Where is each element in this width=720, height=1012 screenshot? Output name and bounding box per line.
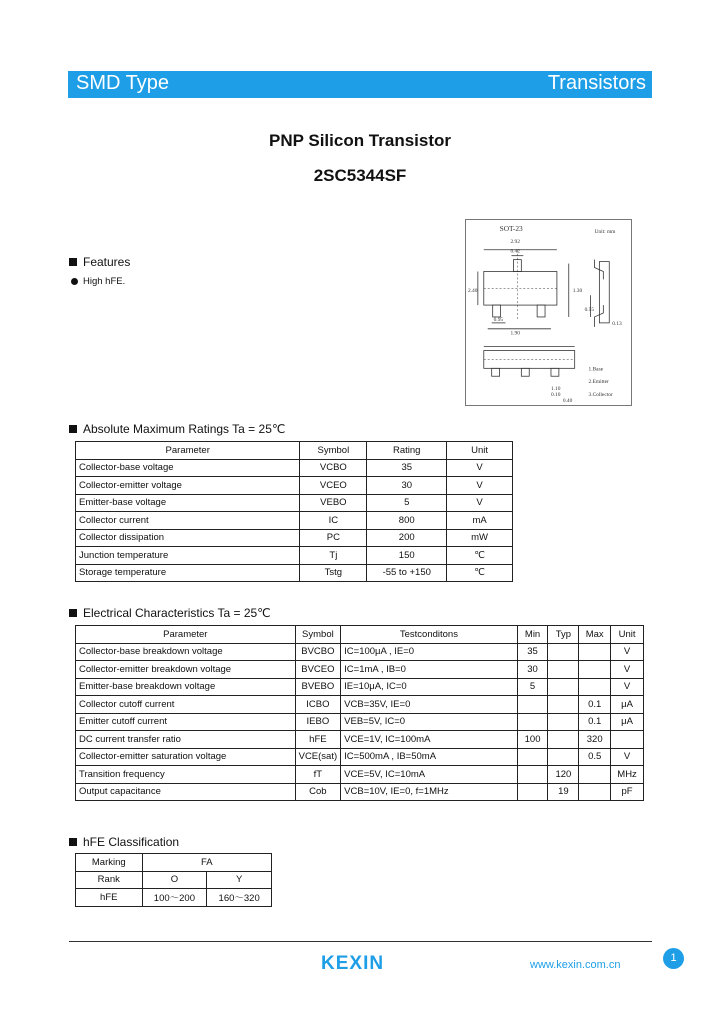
elec-row bbox=[76, 643, 644, 661]
elec-cell: IEBO bbox=[295, 713, 341, 731]
abs-max-heading-text: Absolute Maximum Ratings Ta = 25℃ bbox=[83, 422, 286, 436]
elec-cell: Emitter cutoff current bbox=[76, 713, 296, 731]
elec-cell: fT bbox=[295, 766, 341, 784]
elec-column-header: Min bbox=[517, 626, 548, 644]
elec-cell: Collector-emitter breakdown voltage bbox=[76, 661, 296, 679]
dim-10: 0.40 bbox=[562, 397, 573, 404]
footer-rule bbox=[69, 941, 652, 942]
abs-max-cell: V bbox=[447, 477, 513, 495]
package-unit: Unit: mm bbox=[594, 228, 616, 235]
elec-column-header: Unit bbox=[611, 626, 644, 644]
abs-max-cell: ℃ bbox=[447, 547, 513, 565]
elec-cell: ICBO bbox=[295, 696, 341, 714]
abs-max-column-header: Rating bbox=[367, 442, 447, 460]
elec-cell bbox=[548, 678, 579, 696]
elec-row bbox=[76, 783, 644, 801]
square-bullet-icon bbox=[69, 425, 77, 433]
abs-max-column-header: Symbol bbox=[300, 442, 367, 460]
kexin-logo: KEXIN bbox=[321, 953, 385, 974]
hfe-cell: Rank bbox=[76, 871, 143, 889]
elec-cell bbox=[579, 766, 611, 784]
abs-max-cell: 800 bbox=[367, 512, 447, 530]
elec-cell bbox=[548, 696, 579, 714]
abs-max-cell: -55 to +150 bbox=[367, 564, 447, 582]
elec-column-header: Typ bbox=[548, 626, 579, 644]
elec-cell: VCE=1V, IC=100mA bbox=[341, 731, 518, 749]
elec-column-header: Parameter bbox=[76, 626, 296, 644]
elec-cell bbox=[548, 731, 579, 749]
header-left: SMD Type bbox=[76, 72, 169, 94]
elec-table bbox=[75, 625, 644, 801]
elec-cell: V bbox=[611, 661, 644, 679]
abs-max-row bbox=[76, 477, 513, 495]
abs-max-cell: VCEO bbox=[300, 477, 367, 495]
part-number: 2SC5344SF bbox=[313, 166, 407, 185]
abs-max-cell: Storage temperature bbox=[76, 564, 300, 582]
elec-row bbox=[76, 678, 644, 696]
elec-cell bbox=[579, 661, 611, 679]
hfe-cell: hFE bbox=[76, 889, 143, 907]
abs-max-cell: Collector-base voltage bbox=[76, 459, 300, 477]
elec-cell: 0.5 bbox=[579, 748, 611, 766]
hfe-heading bbox=[69, 835, 179, 849]
abs-max-cell: Collector-emitter voltage bbox=[76, 477, 300, 495]
hfe-cell: FA bbox=[142, 854, 271, 872]
elec-cell: MHz bbox=[611, 766, 644, 784]
square-bullet-icon bbox=[69, 838, 77, 846]
hfe-cell: Marking bbox=[76, 854, 143, 872]
elec-cell: Emitter-base breakdown voltage bbox=[76, 678, 296, 696]
abs-max-cell: 200 bbox=[367, 529, 447, 547]
hfe-row-marking bbox=[76, 854, 272, 872]
elec-cell: BVEBO bbox=[295, 678, 341, 696]
elec-cell bbox=[579, 783, 611, 801]
abs-max-column-header: Unit bbox=[447, 442, 513, 460]
elec-cell: Collector cutoff current bbox=[76, 696, 296, 714]
dim-4: 0.95 bbox=[493, 316, 504, 323]
elec-row bbox=[76, 713, 644, 731]
abs-max-cell: IC bbox=[300, 512, 367, 530]
feature-item bbox=[71, 276, 125, 287]
elec-cell: hFE bbox=[295, 731, 341, 749]
elec-cell bbox=[517, 766, 548, 784]
abs-max-row bbox=[76, 564, 513, 582]
abs-max-cell: 35 bbox=[367, 459, 447, 477]
abs-max-row bbox=[76, 494, 513, 512]
elec-cell: IE=10μA, IC=0 bbox=[341, 678, 518, 696]
abs-max-cell: Tstg bbox=[300, 564, 367, 582]
hfe-row-hfe bbox=[76, 889, 272, 907]
dim-8: 1.10 bbox=[550, 386, 561, 393]
dim-7: 0.13 bbox=[612, 320, 622, 327]
abs-max-cell: 5 bbox=[367, 494, 447, 512]
elec-cell: 5 bbox=[517, 678, 548, 696]
abs-max-cell: V bbox=[447, 494, 513, 512]
elec-cell bbox=[611, 731, 644, 749]
footer-url[interactable]: www.kexin.com.cn bbox=[530, 959, 621, 971]
abs-max-table bbox=[75, 441, 513, 582]
dim-2: 2.40 bbox=[467, 288, 478, 295]
elec-cell: V bbox=[611, 643, 644, 661]
hfe-row-rank bbox=[76, 871, 272, 889]
abs-max-row bbox=[76, 529, 513, 547]
elec-heading bbox=[69, 606, 271, 620]
package-drawing bbox=[465, 219, 632, 406]
abs-max-heading bbox=[69, 422, 285, 436]
elec-cell bbox=[579, 678, 611, 696]
dim-1: 0.42 bbox=[510, 248, 520, 255]
elec-cell bbox=[548, 748, 579, 766]
elec-cell bbox=[548, 713, 579, 731]
elec-column-header: Testconditons bbox=[341, 626, 518, 644]
doc-title: PNP Silicon Transistor bbox=[268, 131, 452, 150]
elec-cell: 30 bbox=[517, 661, 548, 679]
square-bullet-icon bbox=[69, 609, 77, 617]
package-name: SOT-23 bbox=[499, 223, 523, 233]
elec-cell bbox=[517, 696, 548, 714]
elec-cell: 0.1 bbox=[579, 696, 611, 714]
elec-cell bbox=[579, 643, 611, 661]
elec-cell bbox=[548, 661, 579, 679]
round-bullet-icon bbox=[71, 278, 78, 285]
dim-9: 0.10 bbox=[550, 391, 561, 398]
abs-max-row bbox=[76, 459, 513, 477]
hfe-cell: 160～320 bbox=[207, 889, 272, 907]
dim-0: 2.92 bbox=[510, 238, 520, 245]
abs-max-cell: ℃ bbox=[447, 564, 513, 582]
hfe-cell: O bbox=[142, 871, 207, 889]
elec-cell: IC=500mA , IB=50mA bbox=[341, 748, 518, 766]
elec-cell: IC=100μA , IE=0 bbox=[341, 643, 518, 661]
hfe-table bbox=[75, 853, 272, 907]
elec-column-header: Max bbox=[579, 626, 611, 644]
abs-max-cell: PC bbox=[300, 529, 367, 547]
pin-3: 3.Collector bbox=[588, 391, 613, 398]
elec-column-header: Symbol bbox=[295, 626, 341, 644]
elec-cell: 0.1 bbox=[579, 713, 611, 731]
elec-row bbox=[76, 731, 644, 749]
abs-max-cell: Tj bbox=[300, 547, 367, 565]
dim-6: 0.55 bbox=[584, 307, 595, 314]
dim-3: 1.30 bbox=[572, 288, 583, 295]
elec-row bbox=[76, 661, 644, 679]
elec-cell: 19 bbox=[548, 783, 579, 801]
abs-max-cell: 30 bbox=[367, 477, 447, 495]
elec-cell: pF bbox=[611, 783, 644, 801]
elec-header-row bbox=[76, 626, 644, 644]
abs-max-cell: Collector current bbox=[76, 512, 300, 530]
hfe-cell: Y bbox=[207, 871, 272, 889]
abs-max-row bbox=[76, 547, 513, 565]
elec-row bbox=[76, 766, 644, 784]
elec-cell bbox=[517, 783, 548, 801]
elec-row bbox=[76, 748, 644, 766]
hfe-heading-text: hFE Classification bbox=[83, 835, 180, 849]
elec-cell: IC=1mA , IB=0 bbox=[341, 661, 518, 679]
page-number: 1 bbox=[663, 948, 684, 969]
elec-cell: μA bbox=[611, 696, 644, 714]
header-banner bbox=[68, 71, 652, 98]
elec-cell: VCE(sat) bbox=[295, 748, 341, 766]
elec-cell: DC current transfer ratio bbox=[76, 731, 296, 749]
abs-max-cell: Junction temperature bbox=[76, 547, 300, 565]
abs-max-column-header: Parameter bbox=[76, 442, 300, 460]
abs-max-header-row bbox=[76, 442, 513, 460]
elec-cell: 35 bbox=[517, 643, 548, 661]
elec-cell: Cob bbox=[295, 783, 341, 801]
abs-max-cell: Collector dissipation bbox=[76, 529, 300, 547]
elec-cell: VEB=5V, IC=0 bbox=[341, 713, 518, 731]
abs-max-cell: Emitter-base voltage bbox=[76, 494, 300, 512]
header-right: Transistors bbox=[547, 72, 646, 94]
feature-item-text: High hFE. bbox=[83, 276, 126, 287]
elec-cell bbox=[517, 713, 548, 731]
square-bullet-icon bbox=[69, 258, 77, 266]
elec-cell: 320 bbox=[579, 731, 611, 749]
abs-max-cell: VEBO bbox=[300, 494, 367, 512]
elec-row bbox=[76, 696, 644, 714]
abs-max-row bbox=[76, 512, 513, 530]
elec-cell: 120 bbox=[548, 766, 579, 784]
abs-max-cell: VCBO bbox=[300, 459, 367, 477]
elec-cell: VCE=5V, IC=10mA bbox=[341, 766, 518, 784]
features-heading-text: Features bbox=[83, 255, 131, 269]
elec-cell bbox=[548, 643, 579, 661]
elec-heading-text: Electrical Characteristics Ta = 25℃ bbox=[83, 606, 271, 620]
elec-cell: BVCEO bbox=[295, 661, 341, 679]
elec-cell: VCB=35V, IE=0 bbox=[341, 696, 518, 714]
features-heading bbox=[69, 255, 130, 269]
abs-max-cell: 150 bbox=[367, 547, 447, 565]
elec-cell: Output capacitance bbox=[76, 783, 296, 801]
elec-cell: μA bbox=[611, 713, 644, 731]
pin-2: 2.Emitter bbox=[588, 379, 609, 386]
elec-cell: V bbox=[611, 748, 644, 766]
elec-cell: Transition frequency bbox=[76, 766, 296, 784]
hfe-cell: 100～200 bbox=[142, 889, 207, 907]
elec-cell: BVCBO bbox=[295, 643, 341, 661]
abs-max-cell: mA bbox=[447, 512, 513, 530]
elec-cell: 100 bbox=[517, 731, 548, 749]
elec-cell: VCB=10V, IE=0, f=1MHz bbox=[341, 783, 518, 801]
abs-max-cell: V bbox=[447, 459, 513, 477]
elec-cell: Collector-base breakdown voltage bbox=[76, 643, 296, 661]
elec-cell bbox=[517, 748, 548, 766]
dim-5: 1.90 bbox=[510, 330, 520, 337]
abs-max-cell: mW bbox=[447, 529, 513, 547]
elec-cell: Collector-emitter saturation voltage bbox=[76, 748, 296, 766]
pin-1: 1.Base bbox=[588, 366, 604, 373]
elec-cell: V bbox=[611, 678, 644, 696]
package-outline-svg bbox=[466, 220, 631, 405]
